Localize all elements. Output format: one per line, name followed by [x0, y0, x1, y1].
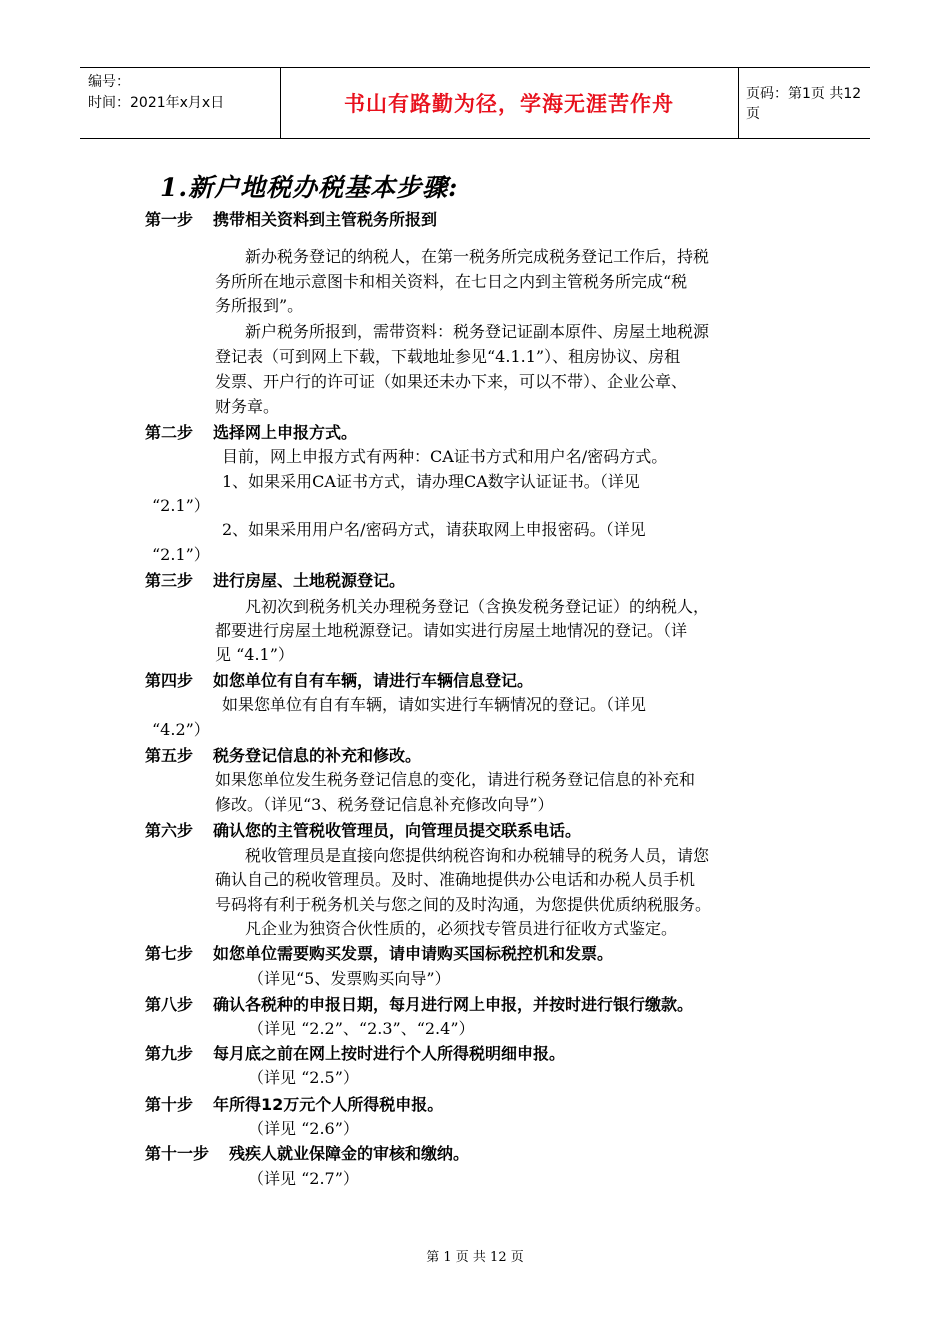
body-line: 凡初次到税务机关办理税务登记（含换发税务登记证）的纳税人， — [245, 597, 710, 616]
page-header — [80, 67, 870, 139]
body-line: 2、如果采用用户名/密码方式，请获取网上申报密码。（详见 — [222, 520, 646, 539]
step-heading — [145, 669, 533, 693]
body-line: 修改。（详见“3、税务登记信息补充修改向导”） — [215, 795, 554, 814]
step-title: 年所得12万元个人所得税申报。 — [213, 1095, 444, 1114]
body-line: 确认自己的税收管理员。及时、准确地提供办公电话和办税人员手机 — [215, 870, 696, 889]
step-number: 第十步 — [145, 1095, 194, 1114]
step-title: 携带相关资料到主管税务所报到 — [213, 210, 438, 229]
body-line: 目前，网上申报方式有两种：CA证书方式和用户名/密码方式。 — [222, 447, 668, 466]
step-heading — [145, 942, 613, 966]
step-heading — [145, 1042, 565, 1066]
step-number: 第三步 — [145, 571, 194, 590]
step-number: 第九步 — [145, 1044, 194, 1063]
body-line: 财务章。 — [215, 397, 280, 416]
body-line: 凡企业为独资合伙性质的，必须找专管员进行征收方式鉴定。 — [245, 919, 678, 938]
body-line: “2.1”） — [152, 545, 210, 564]
step-title: 确认您的主管税收管理员，向管理员提交联系电话。 — [213, 821, 582, 840]
body-line: （详见 “2.6”） — [248, 1119, 359, 1138]
body-line: 税收管理员是直接向您提供纳税咨询和办税辅导的税务人员，请您 — [245, 846, 710, 865]
body-line: 务所所在地示意图卡和相关资料，在七日之内到主管税务所完成“税 — [215, 272, 688, 291]
body-line: （详见 “2.2”、“2.3”、“2.4”） — [248, 1019, 475, 1038]
body-line: （详见 “2.5”） — [248, 1068, 359, 1087]
step-title: 残疾人就业保障金的审核和缴纳。 — [229, 1144, 470, 1163]
step-number: 第四步 — [145, 671, 194, 690]
step-number: 第六步 — [145, 821, 194, 840]
header-meta — [88, 72, 224, 114]
body-line: 1、如果采用CA证书方式，请办理CA数字认证证书。（详见 — [222, 472, 640, 491]
step-heading — [145, 1142, 469, 1166]
body-line: 发票、开户行的许可证（如果还未办下来，可以不带）、企业公章、 — [215, 372, 688, 391]
step-number: 第二步 — [145, 423, 194, 442]
body-line: 都要进行房屋土地税源登记。请如实进行房屋土地情况的登记。（详 — [215, 621, 688, 640]
body-line: “2.1”） — [152, 496, 210, 515]
step-heading — [145, 1093, 443, 1117]
body-line: “4.2”） — [152, 720, 210, 739]
step-title: 确认各税种的申报日期，每月进行网上申报，并按时进行银行缴款。 — [213, 995, 694, 1014]
header-motto: 书山有路勤为径，学海无涯苦作舟 — [344, 92, 674, 116]
body-line: 见 “4.1”） — [215, 645, 294, 664]
body-line: 如果您单位有自有车辆，请如实进行车辆情况的登记。（详见 — [222, 695, 647, 714]
step-heading — [145, 569, 405, 593]
step-heading — [145, 819, 581, 843]
step-heading — [145, 993, 693, 1017]
step-number: 第七步 — [145, 944, 194, 963]
step-number: 第十一步 — [145, 1144, 210, 1163]
body-line: 号码将有利于税务机关与您之间的及时沟通，为您提供优质纳税服务。 — [215, 895, 712, 914]
header-divider — [738, 68, 739, 138]
step-number: 第一步 — [145, 210, 194, 229]
step-number: 第五步 — [145, 746, 194, 765]
time-label: 时间：2021年x月x日 — [88, 95, 225, 111]
body-line: 务所报到”。 — [215, 296, 304, 315]
body-line: （详见 “2.7”） — [248, 1169, 359, 1188]
page-footer: 第 1 页 共 12 页 — [426, 1250, 524, 1265]
body-line: 新户税务所报到，需带资料：税务登记证副本原件、房屋土地税源 — [245, 322, 710, 341]
body-line: 新办税务登记的纳税人，在第一税务所完成税务登记工作后，持税 — [245, 247, 710, 266]
step-title: 如您单位需要购买发票，请申请购买国标税控机和发票。 — [213, 944, 614, 963]
step-title: 每月底之前在网上按时进行个人所得税明细申报。 — [213, 1044, 566, 1063]
step-title: 选择网上申报方式。 — [213, 423, 358, 442]
body-line: 如果您单位发生税务登记信息的变化，请进行税务登记信息的补充和 — [215, 770, 696, 789]
section-title: 1.新户地税办税基本步骤: — [160, 173, 459, 202]
step-title: 进行房屋、土地税源登记。 — [213, 571, 406, 590]
body-line: （详见“5、发票购买向导”） — [248, 969, 451, 988]
step-title: 税务登记信息的补充和修改。 — [213, 746, 422, 765]
step-heading — [145, 208, 437, 232]
step-heading — [145, 744, 421, 768]
step-title: 如您单位有自有车辆，请进行车辆信息登记。 — [213, 671, 534, 690]
step-heading — [145, 421, 357, 445]
header-page-info: 页码：第1页 共12页 — [746, 86, 862, 122]
body-line: 登记表（可到网上下载，下载地址参见“4.1.1”）、租房协议、房租 — [215, 347, 681, 366]
step-number: 第八步 — [145, 995, 194, 1014]
number-label: 编号： — [88, 74, 130, 90]
